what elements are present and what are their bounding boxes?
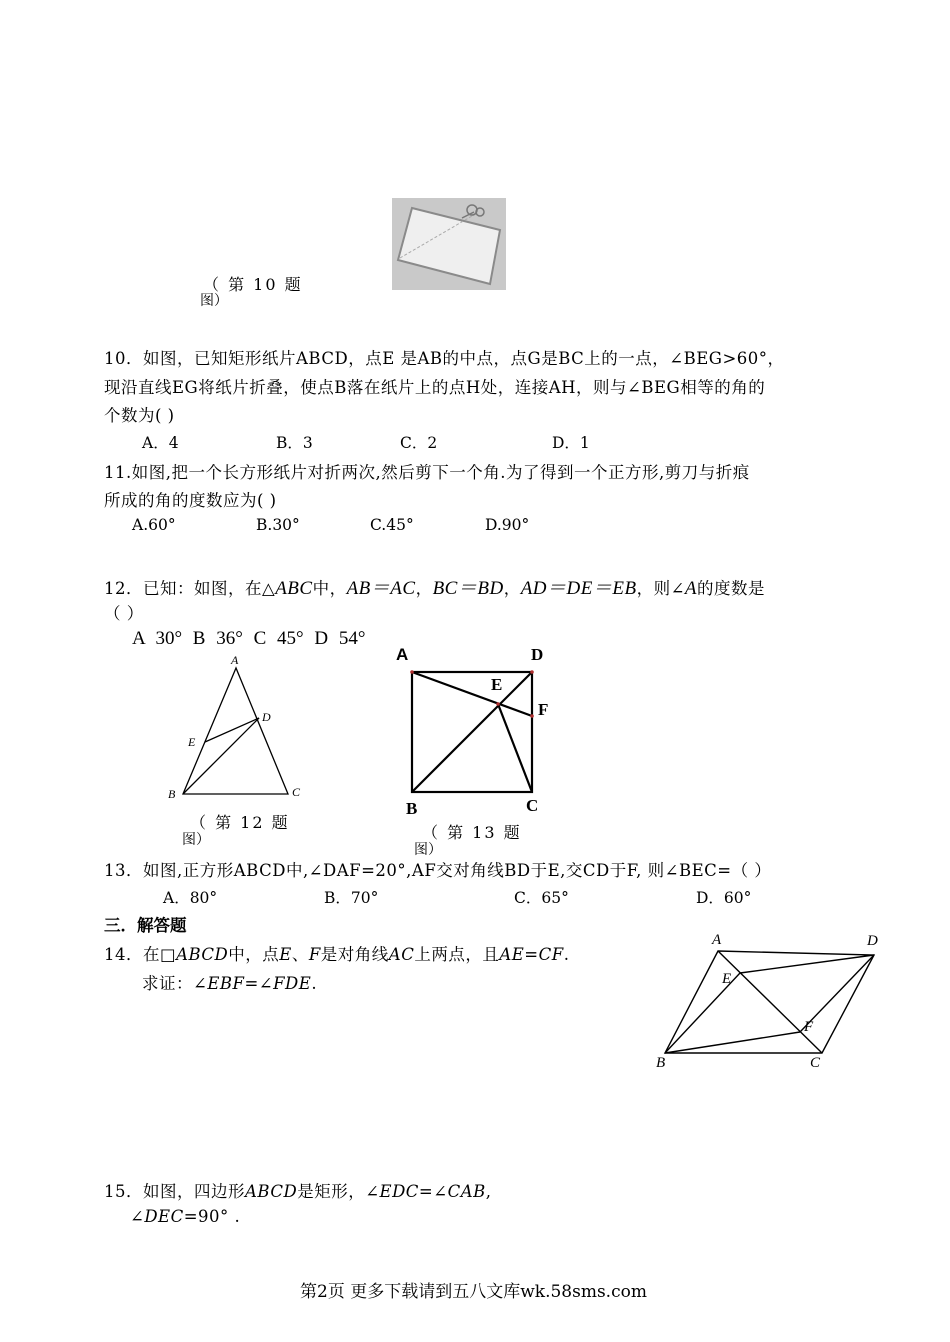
fig13-label-f: F — [538, 700, 549, 719]
q14-line1 — [104, 941, 569, 965]
q13-option-b: B．70° — [324, 889, 379, 907]
q12-mid2: ，则∠ — [636, 579, 685, 598]
fig13-square-diagram — [392, 640, 562, 820]
q10-option-b: B．3 — [276, 434, 313, 452]
q14-parallelogram: □ABCD — [160, 945, 229, 964]
q14-ac: AC — [388, 945, 415, 964]
q13-option-d: D．60° — [696, 889, 752, 907]
fig12-caption-tail: 图） — [182, 832, 210, 848]
q15-num: 15．如图，四边形 — [104, 1182, 245, 1201]
q12-eq1: AB＝AC — [346, 578, 416, 599]
q12-option-d-value: 54° — [338, 628, 366, 649]
q11-option-d: D.90° — [485, 516, 530, 534]
q10-line2: 现沿直线EG将纸片折叠，使点B落在纸片上的点H处，连接AH，则与∠BEG相等的角的 — [104, 378, 766, 397]
fig12-label-a: A — [231, 653, 239, 667]
q12-option-b-value: 36° — [216, 628, 243, 649]
fig12-label-c: C — [292, 785, 301, 799]
fig14-label-c: C — [810, 1055, 821, 1071]
q11-option-a: A.60° — [132, 516, 176, 534]
q14-t3: 是对角线 — [320, 945, 389, 964]
q14-proof-end: . — [311, 974, 318, 993]
q10-option-c: C．2 — [400, 434, 438, 452]
fig12-label-b: B — [168, 787, 176, 801]
q15-t1: 是矩形， — [297, 1182, 366, 1201]
q15-t2: , — [485, 1182, 492, 1201]
fig14-segment-bf — [665, 1032, 800, 1053]
q14-proof-label: 求证： — [142, 974, 193, 993]
q11-line2: 所成的角的度数应为( ) — [104, 491, 277, 510]
q12-mid1: 中， — [312, 579, 347, 598]
q11-line1: 11.如图,把一个长方形纸片对折两次,然后剪下一个角.为了得到一个正方形,剪刀与折痕 — [104, 463, 750, 482]
q12-option-b-letter: B — [192, 628, 206, 649]
fig13-diagonal-bd — [412, 672, 532, 792]
fig10-caption: （ 第 10 题 — [203, 275, 303, 294]
fig10-image — [392, 198, 506, 290]
fig12-caption: （ 第 12 题 — [190, 813, 290, 832]
q12-option-a-letter: A — [132, 628, 145, 649]
q12-line2: （ ） — [104, 604, 144, 623]
q12-line1 — [104, 573, 765, 600]
q14-t4: 上两点，且 — [414, 945, 500, 964]
q13-line1: 13．如图,正方形ABCD中,∠DAF=20°,AF交对角线BD于E,交CD于F, 则∠BEC=（ ） — [104, 861, 772, 880]
fig13-label-a: A — [396, 645, 409, 664]
q14-num: 14．在 — [104, 945, 160, 964]
q13-option-a: A．80° — [163, 889, 218, 907]
q10-option-d: D．1 — [552, 434, 590, 452]
fig14-label-a: A — [712, 932, 722, 948]
q12-suffix: 的度数是 — [697, 579, 765, 598]
q12-option-a-value: 30° — [155, 628, 183, 649]
q12-option-c-value: 45° — [277, 628, 304, 649]
q10-option-a: A．4 — [142, 434, 179, 452]
fig14-label-e: E — [722, 971, 732, 987]
q12-eq3: AD＝DE＝EB — [520, 578, 637, 599]
q12-sep2: ， — [503, 579, 521, 598]
fig13-segment-ec — [498, 704, 532, 792]
page-footer: 第2页 更多下载请到五八文库wk.58sms.com — [300, 1282, 647, 1302]
fig14-diagonal-ac — [718, 951, 822, 1053]
q10-line3: 个数为( ) — [104, 406, 175, 425]
q12-sep1: ， — [415, 579, 433, 598]
fig12-triangle-diagram — [160, 648, 310, 808]
q15-line2 — [130, 1207, 240, 1226]
q10-line1: 10．如图，已知矩形纸片ABCD，点E 是AB的中点，点G是BC上的一点，∠BEG>60°， — [104, 349, 785, 368]
fig13-segment-af — [412, 672, 532, 716]
q12-triangle: ABC — [275, 578, 313, 599]
q14-proof: ∠EBF=∠FDE — [193, 974, 312, 993]
q12-eq2: BC＝BD — [432, 578, 504, 599]
q14-condition: AE=CF — [499, 945, 564, 964]
q11-option-c: C.45° — [370, 516, 414, 534]
q12-options — [132, 628, 365, 650]
fig14-label-b: B — [656, 1055, 666, 1071]
fig14-label-d: D — [867, 933, 878, 949]
q14-t5: . — [563, 945, 570, 964]
fig14-label-f: F — [804, 1019, 814, 1035]
fig14-parallelogram-diagram — [648, 925, 888, 1075]
q14-e: E — [279, 945, 292, 964]
q12-prefix: 12．已知：如图，在△ — [104, 579, 276, 598]
fig13-label-c: C — [526, 796, 539, 815]
fig14-segment-de — [740, 955, 874, 973]
q11-option-b: B.30° — [256, 516, 300, 534]
q14-t1: 中，点 — [228, 945, 280, 964]
q12-option-d-letter: D — [314, 628, 329, 649]
fig12-label-e: E — [188, 735, 196, 749]
fig13-label-b: B — [406, 799, 418, 818]
section-title: 三．解答题 — [104, 916, 187, 935]
q12-option-c-letter: C — [253, 628, 267, 649]
fig12-label-d: D — [262, 710, 271, 724]
q15-t3: =90° . — [183, 1207, 241, 1226]
q15-abcd: ABCD — [245, 1182, 298, 1201]
fig12-triangle-abc — [183, 668, 288, 794]
fig13-caption-tail: 图） — [414, 842, 442, 858]
q12-angle: A — [684, 578, 697, 599]
q14-f: F — [308, 945, 321, 964]
q15-line1 — [104, 1178, 492, 1202]
fig10-caption-tail: 图） — [200, 293, 228, 309]
fig12-segment-bd — [183, 718, 259, 794]
q14-line2 — [142, 970, 317, 994]
fig13-label-d: D — [531, 645, 544, 664]
q15-angle1: ∠EDC=∠CAB — [365, 1182, 486, 1201]
fig13-label-e: E — [491, 675, 503, 694]
fig13-caption: （ 第 13 题 — [422, 823, 522, 842]
q14-t2: 、 — [291, 945, 309, 964]
q13-option-c: C．65° — [514, 889, 569, 907]
q15-angle2: ∠DEC — [130, 1207, 184, 1226]
